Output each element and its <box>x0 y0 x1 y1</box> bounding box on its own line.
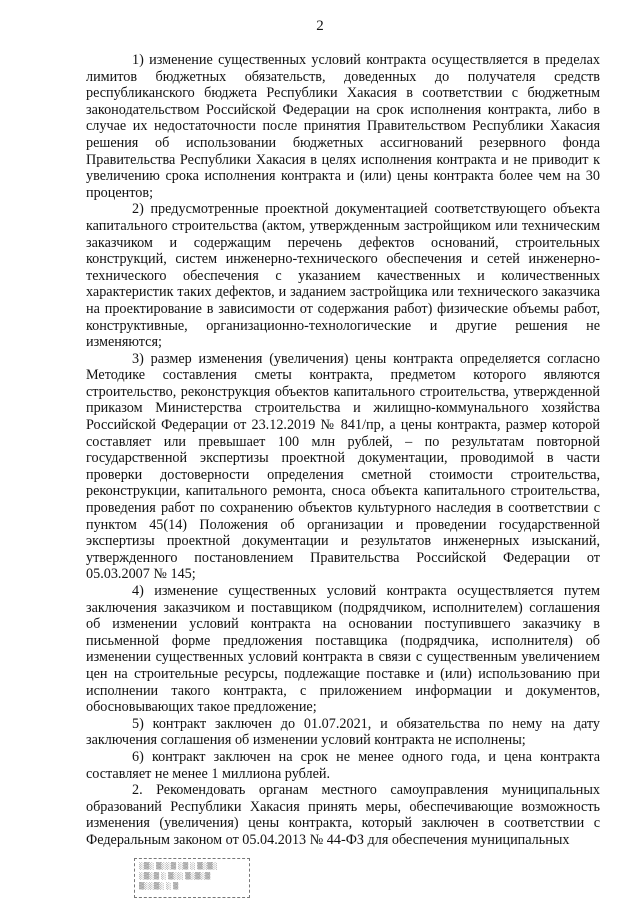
paragraph-item-6: 6) контракт заключен на срок не менее одного года, и цена контракта составляет не менее 1 миллиона рублей. <box>86 748 600 782</box>
paragraph-item-5: 5) контракт заключен до 01.07.2021, и обязательства по нему на дату заключения соглашения об изменении условий контракта не исполнены; <box>86 715 600 749</box>
document-body <box>86 52 600 849</box>
paragraph-item-1: 1) изменение существенных условий контракта осуществляется в пределах лимитов бюджетных обязательств, доведенных до получателя средств республиканского бюджета Республики Хакасия в соответствии с бюджетным законодательством Российской Федерации на срок исполнения контракта, либо в случае их недостаточности после принятия Правительством Республики Хакасия решения об использовании бюджетных ассигнований резервного фонда Правительства Республики Хакасия в целях исполнения контракта и не приводит к увеличению срока исполнения контракта и (или) цены контракта более чем на 30 процентов; <box>86 52 600 201</box>
paragraph-item-3: 3) размер изменения (увеличения) цены контракта определяется согласно Методике составления сметы контракта, предметом которого являются строительство, реконструкция объектов капитального строительства, утвержденной приказом Министерства строительства и жилищно-коммунального хозяйства Российской Федерации от 23.12.2019 № 841/пр, а цены контракта, размер которой составляет или превышает 100 млн рублей, – по результатам повторной государственной экспертизы проектной документации, проводимой в части проверки достоверности определения сметной стоимости строительства, реконструкции, капитального ремонта, сноса объекта капитального строительства, проведения работ по сохранению объектов культурного наследия в соответствии с пунктом 45(14) Положения об организации и проведении государственной экспертизы проектной документации и результатов инженерных изысканий, утвержденного постановлением Правительства Российской Федерации от 05.03.2007 № 145; <box>86 350 600 583</box>
registration-stamp: ░▒░ ▒░░▒ ░▒ ░ ▒░▒░ ░▒░▒ ░ ▒░░ ▒░▒░▒ ▒░░▒░ ░ ▒ <box>134 858 250 898</box>
page-number: 2 <box>316 18 324 34</box>
paragraph-item-4: 4) изменение существенных условий контракта осуществляется путем заключения заказчиком и поставщиком (подрядчиком, исполнителем) соглашения об изменении условий контракта на основании поступившего заказчику в письменной форме предложения поставщика (подрядчика, исполнителя) об изменении существенных условий контракта в связи с существенным увеличением цен на строительные ресурсы, подлежащие поставке и (или) использованию при исполнении такого контракта, с приложением информации и документов, обосновывающих такое предложение; <box>86 583 600 716</box>
paragraph-point-2: 2. Рекомендовать органам местного самоуправления муниципальных образований Республики Хакасия принять меры, обеспечивающие возможность изменения (увеличения) цены контракта, который заключен в соответствии с Федеральным законом от 05.04.2013 № 44-ФЗ для обеспечения муниципальных <box>86 782 600 848</box>
paragraph-item-2: 2) предусмотренные проектной документацией соответствующего объекта капитального строительства (актом, утвержденным застройщиком или техническим заказчиком и содержащим перечень дефектов оснований, строительных конструкций, систем инженерно-технического обеспечения и сетей инженерно-технического обеспечения с указанием качественных и количественных характеристик таких дефектов, и заданием застройщика или технического заказчика на проектирование в зависимости от содержания работ) физические объемы работ, конструктивные, организационно-технологические и другие решения не изменяются; <box>86 201 600 351</box>
